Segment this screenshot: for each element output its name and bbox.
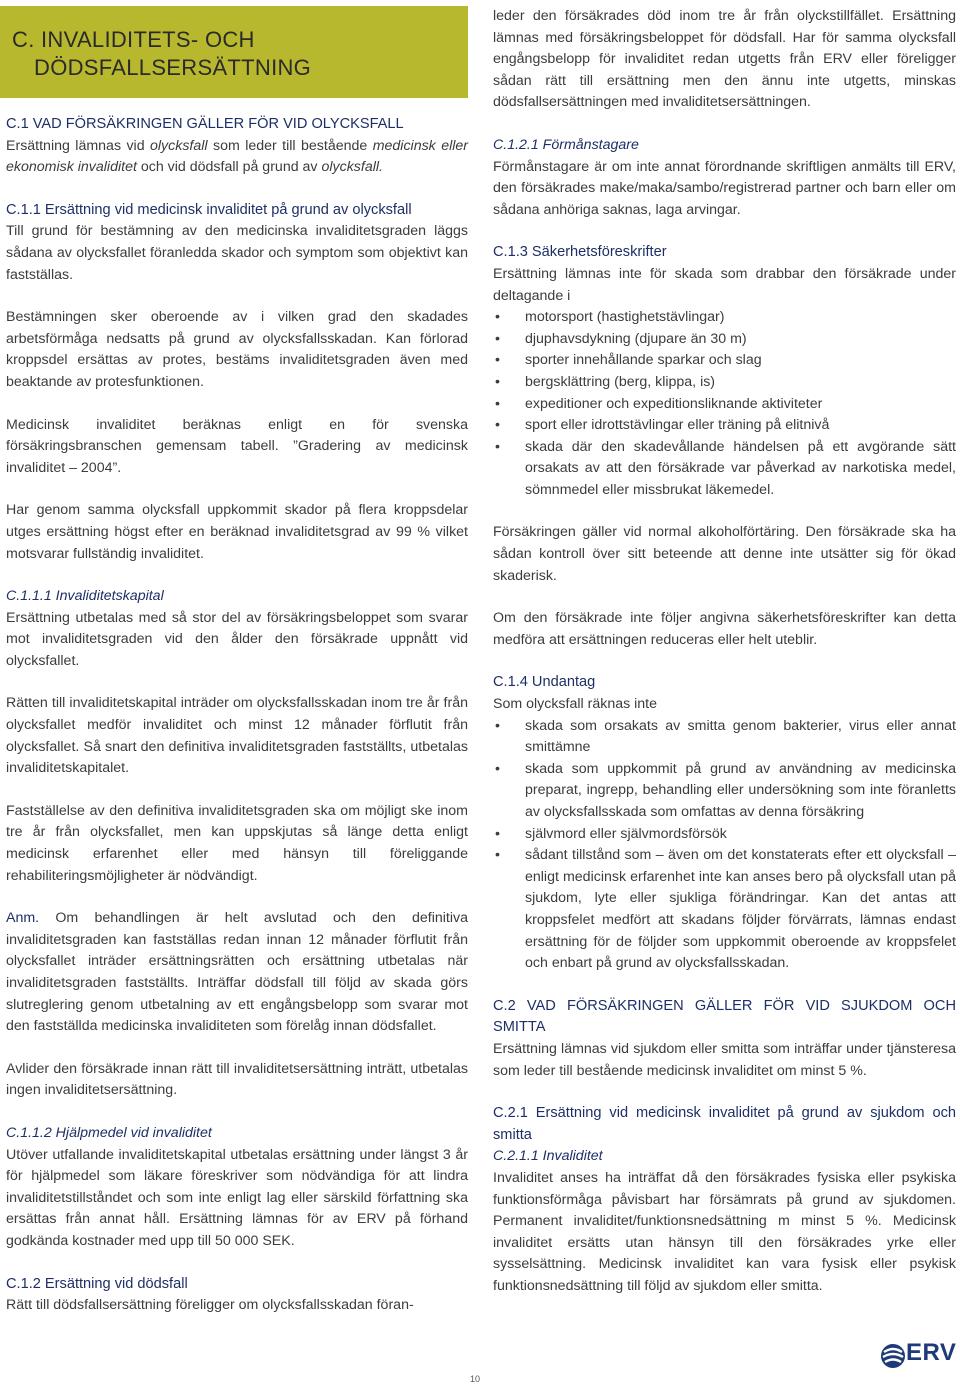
section-c211-title: C.2.1.1 Invaliditet (493, 1148, 603, 1165)
section-c21-title: C.2.1 Ersättning vid medicinsk invaliditet på grund av sjukdom och smitta (493, 1105, 956, 1143)
c14-list (493, 716, 956, 975)
section-c11-paragraph: Har genom samma olycksfall uppkommit skador på flera kroppsdelar utges ersättning högst efter en beräknad invaliditetsgrad av 99 % vilket motsvarar fullständig invaliditet. (6, 502, 468, 562)
section-c2-title: C.2 VAD FÖRSÄKRINGEN GÄLLER FÖR VID SJUKDOM OCH SMITTA (493, 997, 956, 1036)
list-item: • expeditioner och expeditionsliknande aktiviteter (493, 394, 956, 416)
page-number: 10 (470, 1374, 481, 1384)
section-c12-paragraph: Rätt till dödsfallsersättning föreligger om olycksfallsskadan föran- (6, 1297, 414, 1314)
right-column (493, 0, 956, 1297)
section-c121-paragraph: Förmånstagare är om inte annat förordnande skriftligen anmälts till ERV, den försäkrades make/maka/sambo/registrerad partner och barn eller om sådana anhöriga saknas, laga arvingar. (493, 158, 956, 218)
section-c211-paragraph: Invaliditet anses ha inträffat då den försäkrades fysiska eller psykiska funktionsförmåga påvisbart har försämrats på grund av sjukdomen. Permanent invaliditet/funktionsnedsättning m minst 5 %. Medicinsk invaliditet ersätts utan hänsyn till den försäkrades yrke eller sysselsättning. Medicinsk invaliditet kan vara fysisk eller psykisk funktionsnedsättning till följd av sjukdom eller smitta. (493, 1169, 956, 1294)
list-item: • motorsport (hastighetstävlingar) (493, 307, 956, 329)
section-c11-paragraph: Bestämningen sker oberoende av i vilken grad den skadades arbetsförmåga nedsatts på grund av olycksfallsskadan. Kan förlorad kroppsdel ersättas av protes, bestäms invaliditetsgraden även med beaktande av protesfunktionen. (6, 309, 468, 390)
list-item: • skada där den skadevållande händelsen på ett avgörande sätt orsakats av att den försäkrade var påverkad av narkotiska medel, sömnmedel eller missbrukat läkemedel. (493, 437, 956, 502)
section-c1-text: Ersättning lämnas vid olycksfall som leder till bestående medicinsk eller ekonomisk invaliditet och vid dödsfall på grund av olycksfall. (6, 137, 469, 176)
section-c1112-title: C.1.1.2 Hjälpmedel vid invaliditet (6, 1124, 212, 1141)
section-c11-paragraph: Medicinsk invaliditet beräknas enligt en för svenska försäkringsbranschen gemensam tabell. ”Gradering av medicinsk invaliditet – 2004”. (6, 416, 468, 476)
section-c11-title: C.1.1 Ersättning vid medicinsk invaliditet på grund av olycksfall (6, 201, 412, 218)
section-c111-paragraph: Ersättning utbetalas med så stor del av försäkringsbeloppet som svarar mot invaliditetsgraden vid den ålder den försäkrade uppnått vid olycksfallet. (6, 609, 468, 669)
list-item: • självmord eller självmordsförsök (493, 824, 956, 846)
anm-label: Anm. (6, 910, 40, 927)
banner-title-line1: C. INVALIDITETS- OCH (12, 27, 255, 52)
section-c13-paragraph: Om den försäkrade inte följer angivna säkerhetsföreskrifter kan detta medföra att ersättningen reduceras eller helt uteblir. (493, 610, 956, 648)
left-column (6, 0, 468, 1317)
list-item: • sport eller idrottstävlingar eller träning på elitnivå (493, 415, 956, 437)
erv-logo-text: ERV (906, 1339, 957, 1366)
section-c13-title: C.1.3 Säkerhetsföreskrifter (493, 244, 667, 261)
section-c12-title: C.1.2 Ersättning vid dödsfall (6, 1275, 188, 1292)
continued-paragraph: leder den försäkrades död inom tre år från olyckstillfället. Ersättning lämnas med försäkringsbeloppet för dödsfall. Har för samma olycksfall engångsbelopp för invaliditet redan utgetts från ERV eller föreligger sådan rätt till ersättning men den ännu inte utgetts, minskas dödsfallsersättningen med invaliditetsersättningen. (493, 8, 956, 111)
section-c121-title: C.1.2.1 Förmånstagare (493, 136, 639, 153)
section-c2-paragraph: Ersättning lämnas vid sjukdom eller smitta som inträffar under tjänsteresa som leder till bestående medicinsk invaliditet om minst 5 %. (493, 1040, 956, 1079)
list-item: • sporter innehållande sparkar och slag (493, 350, 956, 372)
c13-list (493, 307, 956, 501)
section-c1-title: C.1 VAD FÖRSÄKRINGEN GÄLLER FÖR VID OLYCKSFALL (6, 116, 404, 132)
list-item: • skada som orsakats av smitta genom bakterier, virus eller annat smittämne (493, 716, 956, 759)
section-c1112-paragraph: Utöver utfallande invaliditetskapital utbetalas ersättning under längst 3 år för hjälpmedel som läkare föreskriver som nödvändiga för att lindra invaliditetstillståndet och som inte enligt lag eller särskild författning ska ersättas från annat håll. Ersättning lämnas för av ERV på förhand godkända kostnader med upp till 50 000 SEK. (6, 1146, 468, 1249)
chapter-banner (0, 6, 468, 98)
section-c14-intro: Som olycksfall räknas inte (493, 696, 658, 713)
section-c111-title: C.1.1.1 Invaliditetskapital (6, 588, 164, 605)
section-c111-paragraph: Rätten till invaliditetskapital inträder om olycksfallsskadan inom tre år från olycksfallet medför invaliditet och minst 12 månader förflutit från olycksfallet. Så snart den definitiva invaliditetsgraden fastställts, utbetalas invaliditetskapitalet. (6, 695, 468, 777)
section-c14-title: C.1.4 Undantag (493, 674, 596, 691)
section-c13-paragraph: Försäkringen gäller vid normal alkoholförtäring. Den försäkrade ska ha sådan kontroll över sitt beteende att denne inte utsätter sig för ökad skaderisk. (493, 524, 956, 584)
list-item: • djuphavsdykning (djupare än 30 m) (493, 329, 956, 351)
list-item: • bergsklättring (berg, klippa, is) (493, 372, 956, 394)
list-item: • sådant tillstånd som – även om det konstaterats efter ett olycksfall – enligt medicinsk erfarenhet inte kan anses bero på olycksfall utan på sjukdom, lyte eller sjukliga förändringar. Kan det antas att kroppsfelet medfört att skadans följder förvärrats, lämnas endast ersättning för de följder som uppkommit oberoende av kroppsfelet och enbart på grund av olycksfallsskadan. (493, 845, 956, 975)
banner-title-line2: DÖDSFALLSERSÄTTNING (34, 55, 312, 80)
anm-paragraph: Anm. Om behandlingen är helt avslutad och den definitiva invaliditetsgraden kan fastställas redan innan 12 månader förflutit från olycksfallet inträder ersättningsrätten och ersättning utbetalas när invaliditetsgraden fastställts. Inträffar dödsfall till följd av skada görs slutreglering genom utbetalning av ett engångsbelopp som svarar mot den fastställda medicinska invaliditeten som förelåg innan dödsfallet. (6, 910, 468, 1035)
section-c13-intro: Ersättning lämnas inte för skada som drabbar den försäkrade under deltagande i (493, 265, 956, 304)
section-c111-paragraph: Avlider den försäkrade innan rätt till invaliditetsersättning inträtt, utbetalas ingen invaliditetsersättning. (6, 1060, 468, 1099)
section-c111-paragraph: Fastställelse av den definitiva invaliditetsgraden ska om möjligt ske inom tre år från olycksfallet, men kan uppskjutas så länge detta enligt medicinsk erfarenhet eller med hänsyn till föreliggande rehabiliteringsmöjligheter är nödvändigt. (6, 802, 468, 884)
list-item: • skada som uppkommit på grund av användning av medicinska preparat, ingrepp, behandling eller undersökning som inte föranletts av olycksfallsskada som omfattas av denna försäkring (493, 759, 956, 824)
section-c11-paragraph: Till grund för bestämning av den medicinska invaliditetsgraden läggs sådana av olycksfallet föranledda skador och symptom som objektivt kan fastställas. (6, 223, 468, 283)
